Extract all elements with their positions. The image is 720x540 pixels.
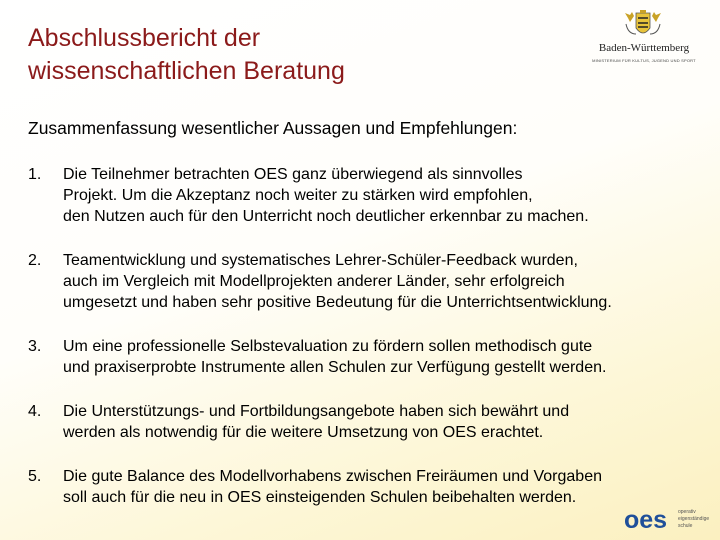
- item-text-line: umgesetzt und haben sehr positive Bedeutung für die Unterrichtsentwicklung.: [63, 294, 612, 311]
- item-text-line: Die Teilnehmer betrachten OES ganz überwiegend als sinnvolles: [63, 166, 523, 183]
- slide-title: [28, 22, 345, 88]
- slide-title-line-1: Abschlussbericht der: [28, 24, 261, 52]
- oes-logo: [622, 506, 718, 532]
- item-text-line: Projekt. Um die Akzeptanz noch weiter zu stärken wird empfohlen,: [63, 187, 533, 204]
- list-item: [28, 164, 698, 227]
- item-text-line: auch im Vergleich mit Modellprojekten anderer Länder, sehr erfolgreich: [63, 273, 565, 290]
- slide-title-line-2: wissenschaftlichen Beratung: [28, 57, 345, 85]
- state-name: Baden-Württemberg: [598, 42, 690, 54]
- item-number: 4.: [28, 403, 42, 420]
- oes-tagline-line: schule: [678, 523, 693, 529]
- item-text: [63, 336, 606, 378]
- item-number: 5.: [28, 468, 42, 485]
- list-item: [28, 336, 698, 378]
- summary-heading: Zusammenfassung wesentlicher Aussagen und Empfehlungen:: [28, 118, 518, 138]
- list-item: [28, 250, 698, 313]
- oes-logo-text: oes: [624, 506, 668, 532]
- baden-wuerttemberg-logo: [578, 10, 710, 68]
- list-item: [28, 401, 698, 443]
- item-text-line: den Nutzen auch für den Unterricht noch deutlicher erkennbar zu machen.: [63, 208, 589, 225]
- item-text-line: und praxiserprobte Instrumente allen Schulen zur Verfügung gestellt werden.: [63, 359, 607, 376]
- item-number: 1.: [28, 166, 42, 183]
- item-text-line: Teamentwicklung und systematisches Lehrer-Schüler-Feedback wurden,: [63, 252, 578, 269]
- item-text-line: werden als notwendig für die weitere Umsetzung von OES erachtet.: [63, 424, 544, 441]
- oes-tagline-line: eigenständige: [678, 516, 710, 522]
- list-item: [28, 466, 698, 508]
- oes-tagline-line: operativ: [678, 509, 696, 515]
- coat-of-arms-icon: [622, 10, 664, 40]
- item-text-line: Um eine professionelle Selbstevaluation zu fördern sollen methodisch gute: [63, 338, 593, 355]
- item-text: [63, 250, 612, 313]
- item-text-line: Die gute Balance des Modellvorhabens zwischen Freiräumen und Vorgaben: [63, 468, 602, 485]
- item-number: 2.: [28, 252, 42, 269]
- item-text: [63, 401, 569, 443]
- item-text-line: Die Unterstützungs- und Fortbildungsangebote haben sich bewährt und: [63, 403, 570, 420]
- item-text: [63, 164, 589, 227]
- item-text-line: soll auch für die neu in OES einsteigenden Schulen beibehalten werden.: [63, 489, 577, 506]
- item-number: 3.: [28, 338, 42, 355]
- ministry-name: MINISTERIUM FÜR KULTUS, JUGEND UND SPORT: [592, 58, 696, 63]
- recommendation-list: [28, 164, 698, 531]
- item-text: [63, 466, 602, 508]
